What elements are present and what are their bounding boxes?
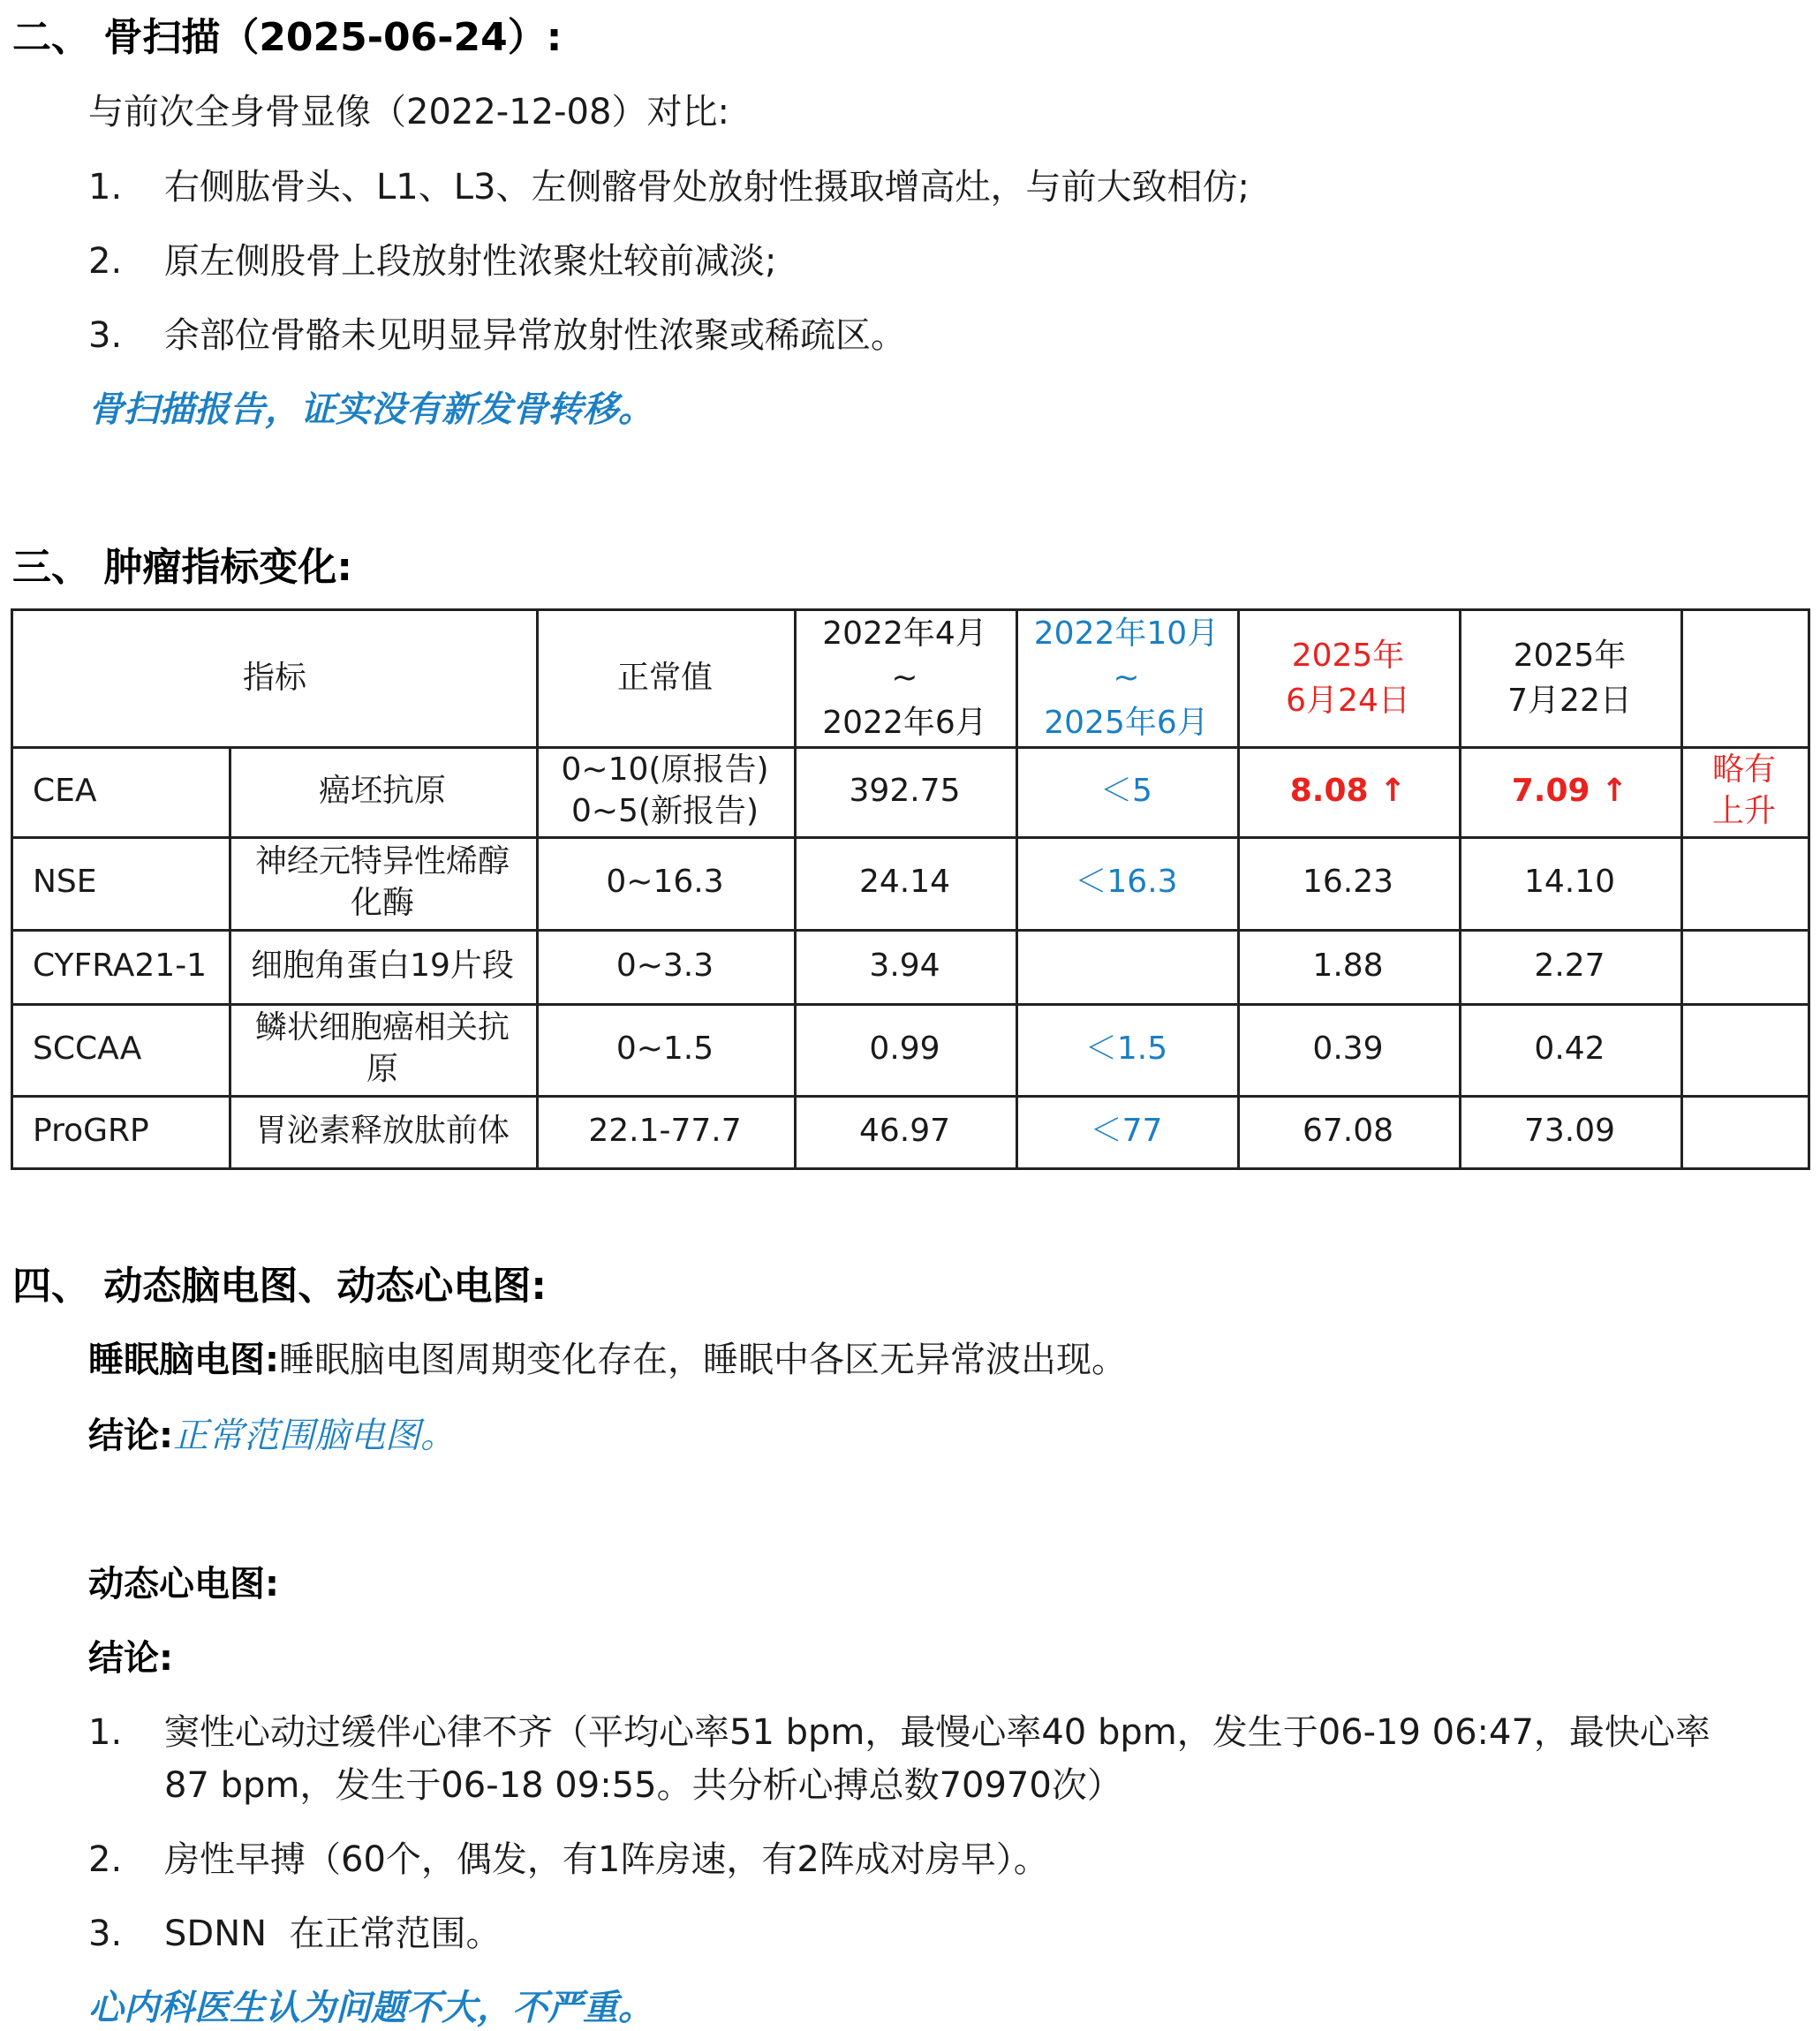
- row-v4: 73.09: [1523, 1112, 1616, 1149]
- row-normal: 0~10(原报告) 0~5(新报告): [561, 751, 769, 829]
- header-col3: 2025年 6月24日: [1286, 638, 1410, 719]
- row-v2: ＜16.3: [1075, 864, 1178, 901]
- row-name: 神经元特异性烯醇 化酶: [254, 842, 510, 921]
- row-v1: 392.75: [849, 772, 961, 809]
- ecg-item-3: 3. SDNN 在正常范围。: [88, 1914, 502, 1954]
- row-v2: [1016, 929, 1237, 1003]
- section2-intro: 与前次全身骨显像（2022-12-08）对比:: [88, 92, 729, 132]
- row-v2: ＜1.5: [1084, 1030, 1168, 1067]
- row-name: 胃泌素释放肽前体: [254, 1112, 510, 1149]
- ecg-conclusion-label: 结论:: [88, 1638, 173, 1679]
- row-normal: 22.1-77.7: [588, 1112, 742, 1149]
- row-v3: 1.88: [1312, 947, 1384, 984]
- row-v1: 3.94: [869, 947, 940, 984]
- header-col5: [1680, 611, 1808, 746]
- eeg-text: 睡眠脑电图周期变化存在，睡眠中各区无异常波出现。: [279, 1340, 1127, 1380]
- row-v4: 7.09 ↑: [1511, 772, 1628, 809]
- header-indicator: 指标: [242, 660, 306, 697]
- eeg-conclusion-line: [88, 1408, 456, 1458]
- row-v1: 24.14: [858, 864, 951, 901]
- row-v3: 0.39: [1312, 1030, 1384, 1067]
- section2-item-1: 1. 右侧肱骨头、L1、L3、左侧髂骨处放射性摄取增高灶，与前大致相仿;: [88, 167, 1250, 208]
- row-code: ProGRP: [33, 1112, 149, 1149]
- row-v3: 67.08: [1302, 1112, 1394, 1149]
- eeg-conclusion-label: 结论:: [88, 1416, 173, 1456]
- ecg-item-1: 1. 窦性心动过缓伴心律不齐（平均心率51 bpm，最慢心率40 bpm，发生于06-19 06:47，最快心率: [88, 1712, 1710, 1753]
- section3-heading: 三、 肿瘤指标变化:: [12, 545, 352, 590]
- ecg-label: 动态心电图:: [88, 1564, 279, 1604]
- row-name: 鳞状细胞癌相关抗 原: [254, 1009, 510, 1087]
- row-note: 略有 上升: [1711, 751, 1776, 829]
- eeg-line: [88, 1332, 1127, 1382]
- section2-item-2: 2. 原左侧股骨上段放射性浓聚灶较前减淡;: [88, 241, 777, 282]
- header-col1: 2022年4月 ~ 2022年6月: [822, 615, 987, 741]
- eeg-conclusion: 正常范围脑电图。: [173, 1416, 456, 1456]
- section4-heading: 四、 动态脑电图、动态心电图:: [12, 1264, 547, 1309]
- section2-note: 骨扫描报告，证实没有新发骨转移。: [88, 389, 653, 430]
- row-v2: ＜77: [1090, 1112, 1163, 1149]
- ecg-item-1-cont: 87 bpm，发生于06-18 09:55。共分析心搏总数70970次）: [164, 1765, 1122, 1806]
- row-normal: 0~16.3: [606, 864, 724, 901]
- row-name: 癌坯抗原: [318, 772, 446, 809]
- tumor-marker-table: [11, 608, 1810, 1170]
- row-v2: ＜5: [1100, 772, 1152, 809]
- row-v3: 16.23: [1302, 864, 1394, 901]
- section2-item-3: 3. 余部位骨骼未见明显异常放射性浓聚或稀疏区。: [88, 315, 906, 356]
- row-name: 细胞角蛋白19片段: [251, 947, 514, 984]
- row-code: CYFRA21-1: [33, 947, 208, 984]
- row-normal: 0~1.5: [615, 1030, 714, 1067]
- row-code: SCCAA: [33, 1030, 142, 1067]
- row-code: CEA: [33, 772, 97, 809]
- row-normal: 0~3.3: [615, 947, 714, 984]
- row-v3: 8.08 ↑: [1289, 772, 1407, 809]
- row-code: NSE: [33, 864, 97, 901]
- header-normal: 正常值: [616, 660, 713, 697]
- row-v4: 2.27: [1534, 947, 1605, 984]
- row-v4: 0.42: [1534, 1030, 1605, 1067]
- header-col4: 2025年 7月22日: [1507, 638, 1632, 719]
- row-v1: 46.97: [858, 1112, 951, 1149]
- header-col2: 2022年10月 ~ 2025年6月: [1033, 615, 1220, 741]
- section4-note: 心内科医生认为问题不大，不严重。: [88, 1988, 653, 2028]
- row-v4: 14.10: [1523, 864, 1616, 901]
- ecg-item-2: 2. 房性早搏（60个，偶发，有1阵房速，有2阵成对房早）。: [88, 1839, 1049, 1880]
- section2-heading: 二、 骨扫描（2025-06-24）:: [12, 15, 563, 60]
- eeg-label: 睡眠脑电图:: [88, 1340, 279, 1380]
- row-v1: 0.99: [869, 1030, 940, 1067]
